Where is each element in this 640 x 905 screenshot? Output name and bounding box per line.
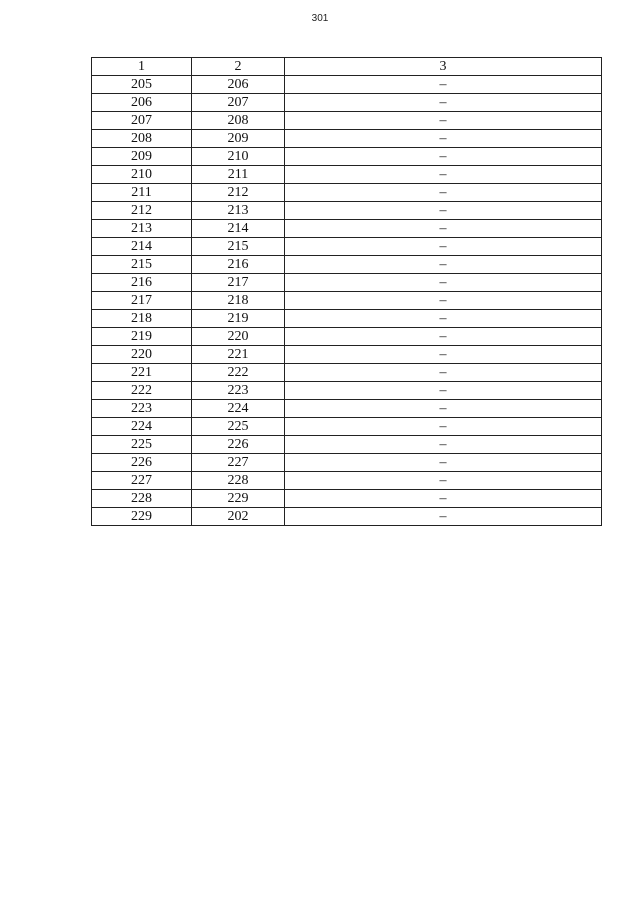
table-row [92, 490, 602, 508]
table-cell-col1: 213 [92, 220, 192, 238]
table-cell-col3: – [285, 274, 602, 292]
table-cell-col2: 225 [192, 418, 285, 436]
table-cell-col2: 215 [192, 238, 285, 256]
table-cell-col2: 229 [192, 490, 285, 508]
table-cell-col3: – [285, 454, 602, 472]
table-row [92, 202, 602, 220]
table-cell-col3: – [285, 328, 602, 346]
column-header-1: 1 [92, 58, 192, 76]
table-cell-col2: 228 [192, 472, 285, 490]
table-cell-col2: 213 [192, 202, 285, 220]
table-row [92, 346, 602, 364]
table-cell-col1: 218 [92, 310, 192, 328]
table-row [92, 508, 602, 526]
table-row [92, 184, 602, 202]
table-cell-col3: – [285, 184, 602, 202]
table-row [92, 274, 602, 292]
table-cell-col2: 216 [192, 256, 285, 274]
table-cell-col1: 224 [92, 418, 192, 436]
table-cell-col2: 222 [192, 364, 285, 382]
data-table-container [91, 57, 601, 526]
table-cell-col1: 214 [92, 238, 192, 256]
table-row [92, 112, 602, 130]
table-cell-col2: 226 [192, 436, 285, 454]
table-cell-col1: 226 [92, 454, 192, 472]
table-row [92, 94, 602, 112]
table-cell-col2: 223 [192, 382, 285, 400]
table-row [92, 382, 602, 400]
data-table [91, 57, 602, 526]
table-row [92, 472, 602, 490]
table-cell-col3: – [285, 292, 602, 310]
column-header-3: 3 [285, 58, 602, 76]
table-cell-col2: 214 [192, 220, 285, 238]
table-cell-col3: – [285, 508, 602, 526]
table-cell-col3: – [285, 490, 602, 508]
table-row [92, 292, 602, 310]
table-cell-col2: 224 [192, 400, 285, 418]
table-cell-col1: 206 [92, 94, 192, 112]
table-cell-col2: 211 [192, 166, 285, 184]
table-row [92, 148, 602, 166]
table-cell-col1: 216 [92, 274, 192, 292]
table-cell-col3: – [285, 418, 602, 436]
table-cell-col1: 212 [92, 202, 192, 220]
table-cell-col1: 222 [92, 382, 192, 400]
table-cell-col1: 229 [92, 508, 192, 526]
table-cell-col2: 221 [192, 346, 285, 364]
table-cell-col1: 210 [92, 166, 192, 184]
table-row [92, 166, 602, 184]
table-row [92, 76, 602, 94]
table-cell-col2: 207 [192, 94, 285, 112]
column-header-2: 2 [192, 58, 285, 76]
table-row [92, 130, 602, 148]
table-cell-col2: 208 [192, 112, 285, 130]
table-cell-col1: 217 [92, 292, 192, 310]
table-cell-col1: 205 [92, 76, 192, 94]
table-body [92, 76, 602, 526]
table-row [92, 436, 602, 454]
table-cell-col2: 220 [192, 328, 285, 346]
table-cell-col2: 212 [192, 184, 285, 202]
table-row [92, 328, 602, 346]
table-cell-col1: 211 [92, 184, 192, 202]
table-cell-col3: – [285, 238, 602, 256]
table-cell-col2: 209 [192, 130, 285, 148]
table-cell-col3: – [285, 202, 602, 220]
table-cell-col1: 228 [92, 490, 192, 508]
table-row [92, 220, 602, 238]
page-number: 301 [311, 13, 329, 24]
table-cell-col1: 215 [92, 256, 192, 274]
table-cell-col1: 220 [92, 346, 192, 364]
table-cell-col3: – [285, 148, 602, 166]
table-cell-col3: – [285, 346, 602, 364]
table-row [92, 310, 602, 328]
table-cell-col3: – [285, 436, 602, 454]
table-cell-col3: – [285, 256, 602, 274]
table-cell-col2: 227 [192, 454, 285, 472]
table-cell-col3: – [285, 364, 602, 382]
table-cell-col1: 225 [92, 436, 192, 454]
table-cell-col2: 210 [192, 148, 285, 166]
table-cell-col1: 208 [92, 130, 192, 148]
table-cell-col3: – [285, 76, 602, 94]
table-cell-col1: 207 [92, 112, 192, 130]
table-cell-col3: – [285, 112, 602, 130]
table-cell-col2: 202 [192, 508, 285, 526]
table-cell-col3: – [285, 130, 602, 148]
table-cell-col1: 221 [92, 364, 192, 382]
table-cell-col3: – [285, 220, 602, 238]
table-cell-col3: – [285, 382, 602, 400]
table-cell-col2: 206 [192, 76, 285, 94]
table-cell-col1: 219 [92, 328, 192, 346]
table-row [92, 238, 602, 256]
table-cell-col3: – [285, 310, 602, 328]
table-cell-col3: – [285, 400, 602, 418]
table-row [92, 454, 602, 472]
table-cell-col3: – [285, 166, 602, 184]
table-row [92, 418, 602, 436]
table-row [92, 256, 602, 274]
table-cell-col2: 219 [192, 310, 285, 328]
table-cell-col1: 223 [92, 400, 192, 418]
table-cell-col1: 227 [92, 472, 192, 490]
table-header-row [92, 58, 602, 76]
table-row [92, 400, 602, 418]
table-cell-col2: 217 [192, 274, 285, 292]
table-cell-col2: 218 [192, 292, 285, 310]
table-row [92, 364, 602, 382]
table-cell-col3: – [285, 472, 602, 490]
table-cell-col3: – [285, 94, 602, 112]
table-cell-col1: 209 [92, 148, 192, 166]
